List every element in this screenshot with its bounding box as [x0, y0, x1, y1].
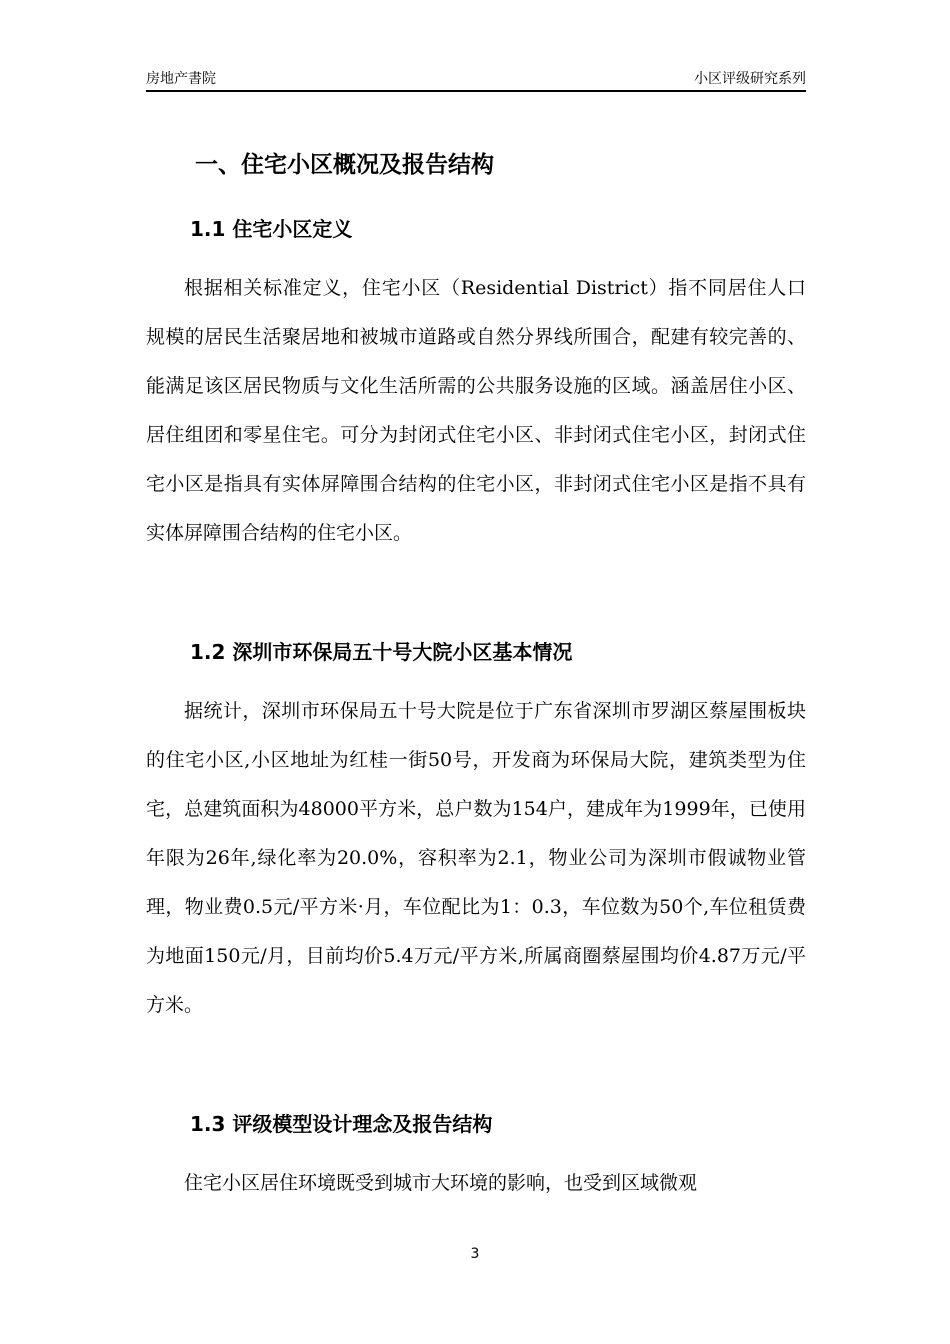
subsection-1-3-paragraph: 住宅小区居住环境既受到城市大环境的影响，也受到区域微观: [184, 1172, 698, 1194]
page-number: 3: [470, 1246, 480, 1262]
subsection-1-1-title: 1.1 住宅小区定义: [190, 217, 353, 241]
subsection-1-1-paragraph: 根据相关标准定义，住宅小区（Residential District）指不同居住人口规模的居民生活聚居地和被城市道路或自然分界线所围合，配建有较完善的、能满足该区居民物质与文化生活所需的公共服务设施的区域。涵盖居住小区、居住组团和零星住宅。可分为封闭式住宅小区、非封闭式住宅小区，封闭式住宅小区是指具有实体屏障围合结构的住宅小区，非封闭式住宅小区是指不具有实体屏障围合结构的住宅小区。: [146, 277, 806, 544]
subsection-1-2-paragraph: 据统计，深圳市环保局五十号大院是位于广东省深圳市罗湖区蔡屋围板块的住宅小区,小区地址为红桂一街50号，开发商为环保局大院，建筑类型为住宅，总建筑面积为48000平方米，总户数为154户，建成年为1999年，已使用年限为26年,绿化率为20.0%，容积率为2.1，物业公司为深圳市假诚物业管理，物业费0.5元/平方米·月，车位配比为1：0.3，车位数为50个,车位租赁费为地面150元/月，目前均价5.4万元/平方米,所属商圈蔡屋围均价4.87万元/平方米。: [146, 700, 806, 1016]
header-right-text: 小区评级研究系列: [694, 71, 806, 87]
subsection-1-2-title: 1.2 深圳市环保局五十号大院小区基本情况: [190, 640, 573, 664]
header-left-text: 房地产書院: [146, 71, 216, 87]
section-title: 一、住宅小区概况及报告结构: [195, 152, 494, 178]
subsection-1-3-title: 1.3 评级模型设计理念及报告结构: [190, 1112, 493, 1136]
page-header: [146, 64, 806, 92]
